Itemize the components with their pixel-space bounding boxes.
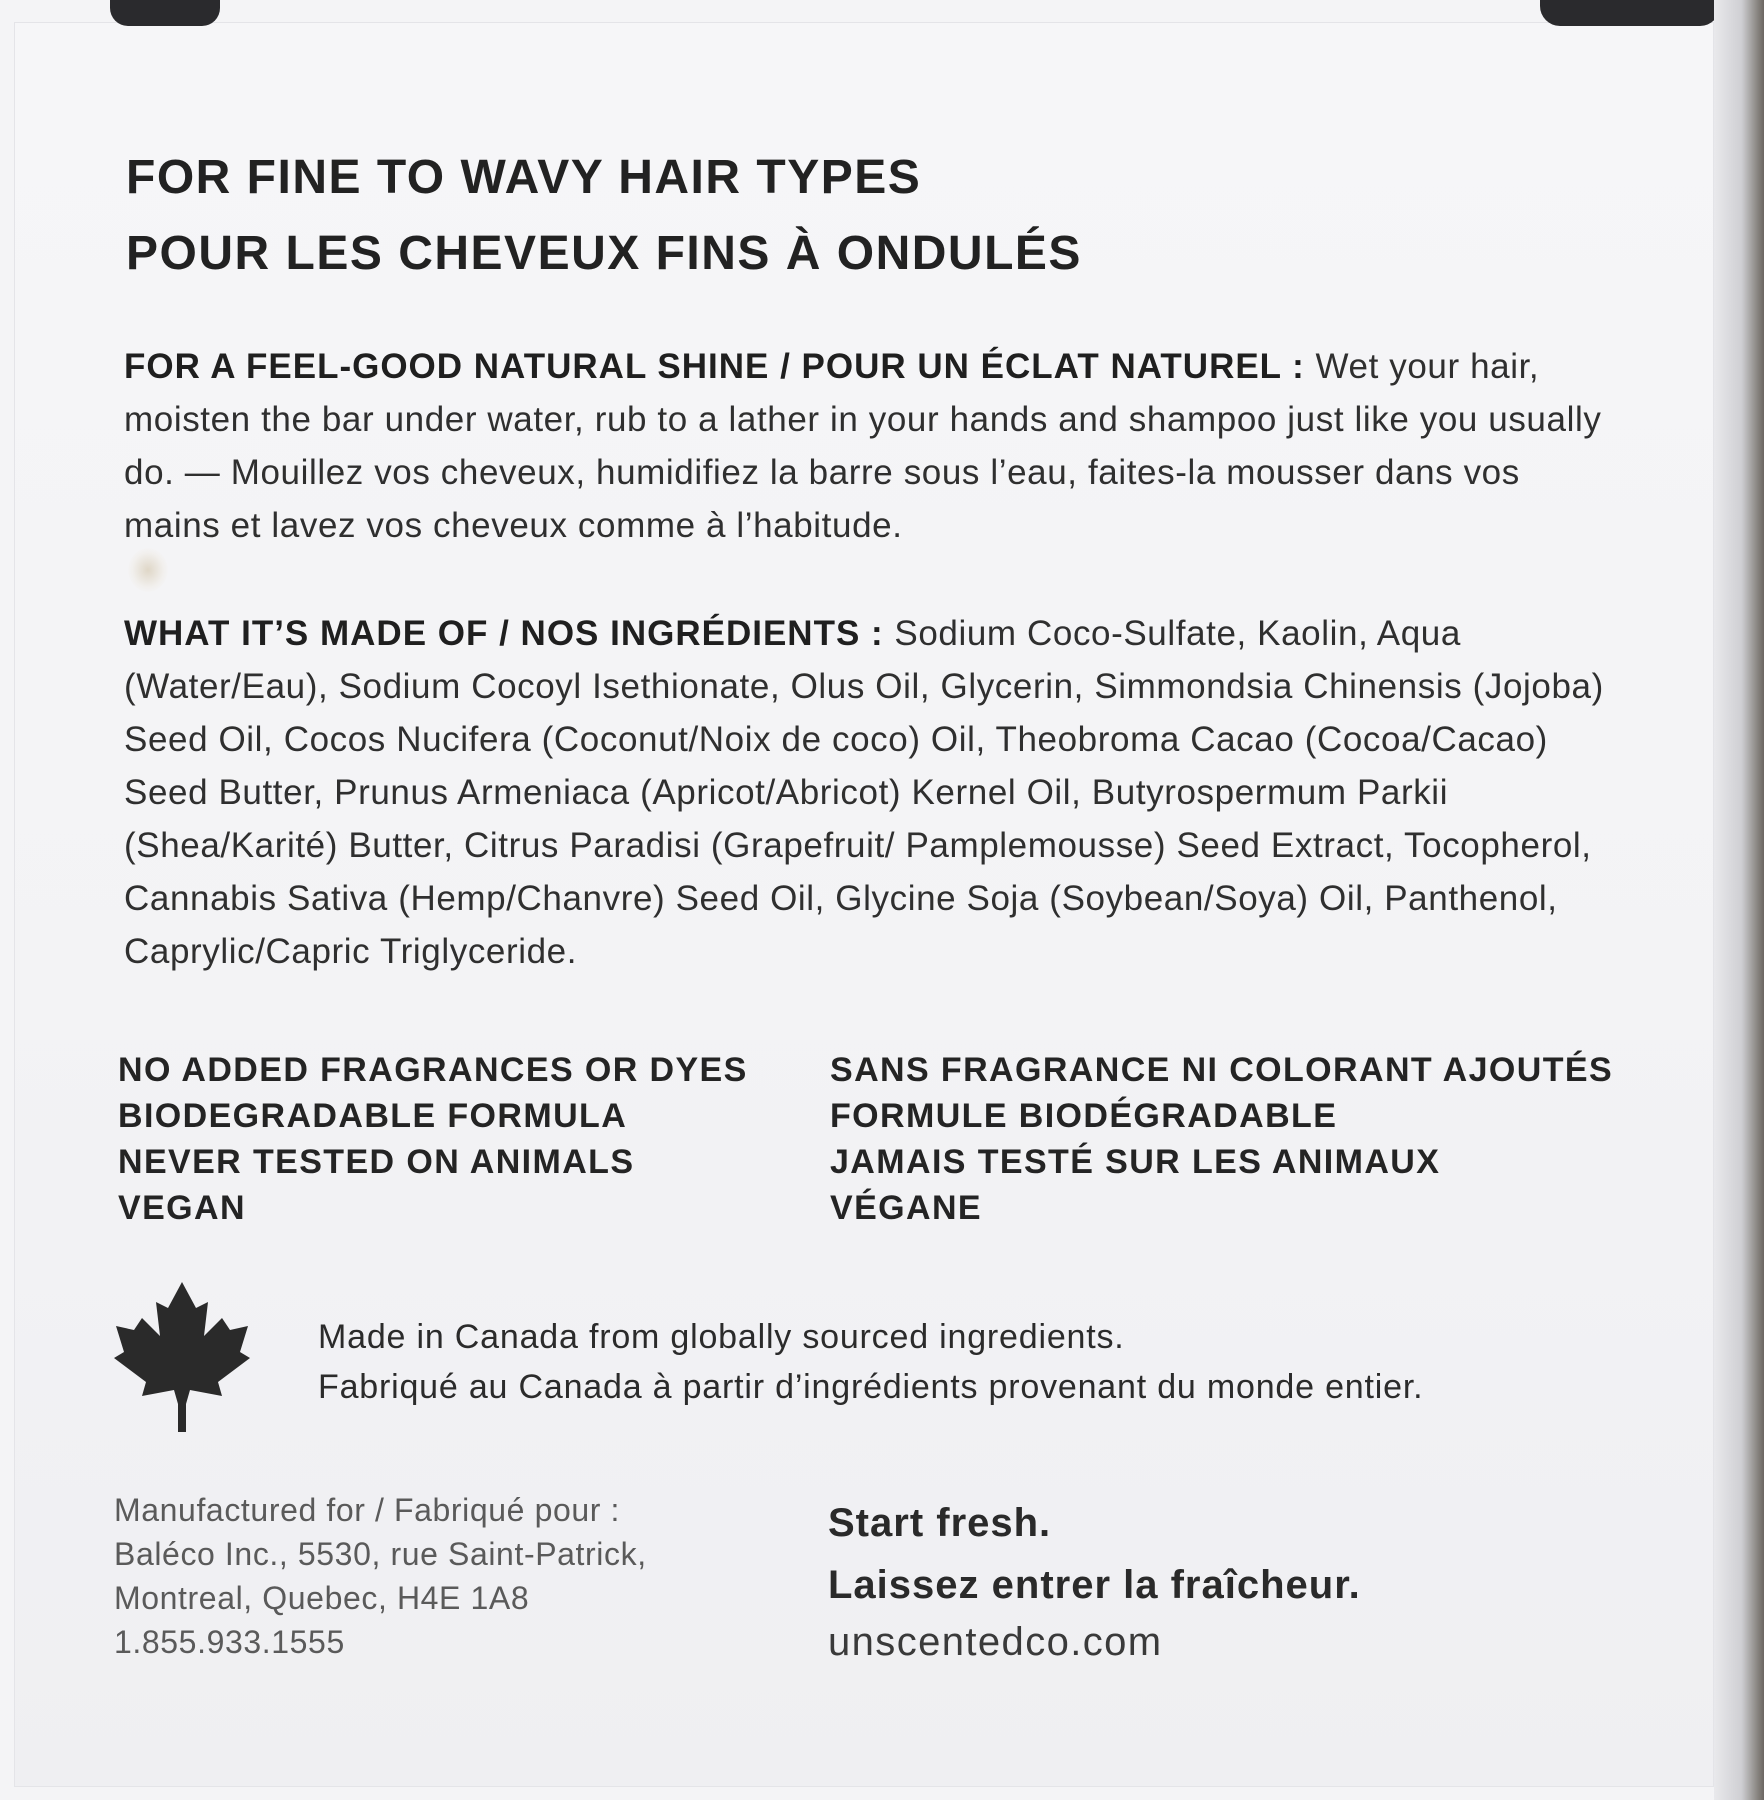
hair-type-title <box>126 140 1626 292</box>
claim-item: VÉGANE <box>830 1189 982 1227</box>
claim-item: FORMULE BIODÉGRADABLE <box>830 1097 1338 1135</box>
title-english: FOR FINE TO WAVY HAIR TYPES <box>126 151 922 204</box>
ingredients-text: Sodium Coco-Sulfate, Kaolin, Aqua (Water/Eau), Sodium Cocoyl Isethionate, Olus Oil, Glycerin, Simmondsia Chinensis (Jojoba) Seed Oil, Cocos Nucifera (Coconut/Noix de coco) Oil, Theobroma Cacao (Cocoa/Cacao) Seed Butter, Prunus Armeniaca (Apricot/Abricot) Kernel Oil, Butyrospermum Parkii (Shea/Karité) Butter, Citrus Paradisi (Grapefruit/ Pamplemousse) Seed Extract, Tocopherol, Cannabis Sativa (Hemp/Chanvre) Seed Oil, Glycine Soja (Soybean/Soya) Oil, Panthenol, Caprylic/Capric Triglyceride. <box>124 614 1604 971</box>
claim-item: NO ADDED FRAGRANCES OR DYES <box>118 1051 748 1089</box>
ingredients-heading: WHAT IT’S MADE OF / NOS INGRÉDIENTS : <box>124 614 895 653</box>
made-in-canada <box>318 1312 1668 1412</box>
maple-leaf-icon <box>112 1278 252 1433</box>
made-in-english: Made in Canada from globally sourced ingredients. <box>318 1318 1125 1356</box>
manufacturer-label: Manufactured for / Fabriqué pour : <box>114 1492 620 1528</box>
tagline-french: Laissez entrer la fraîcheur. <box>828 1563 1361 1607</box>
box-flap-right <box>1540 0 1720 26</box>
claims-english <box>118 1047 818 1231</box>
box-flap-left <box>110 0 220 26</box>
manufacturer-info <box>114 1488 754 1664</box>
claim-item: JAMAIS TESTÉ SUR LES ANIMAUX <box>830 1143 1441 1181</box>
claims-french <box>830 1047 1680 1231</box>
usage-text: Wet your hair, moisten the bar under water, rub to a lather in your hands and shampoo just like you usually do. — Mouillez vos cheveux, humidifiez la barre sous l’eau, faites-la mousser dans vos mains et lavez vos cheveux comme à l’habitude. <box>124 347 1602 545</box>
claim-item: BIODEGRADABLE FORMULA <box>118 1097 628 1135</box>
claim-item: VEGAN <box>118 1189 246 1227</box>
manufacturer-city: Montreal, Quebec, H4E 1A8 <box>114 1580 530 1616</box>
box-side-edge <box>1714 0 1764 1800</box>
made-in-french: Fabriqué au Canada à partir d’ingrédients provenant du monde entier. <box>318 1368 1424 1406</box>
ingredients-paragraph <box>124 607 1604 978</box>
website-link: unscentedco.com <box>828 1620 1163 1664</box>
title-french: POUR LES CHEVEUX FINS À ONDULÉS <box>126 227 1082 280</box>
manufacturer-phone: 1.855.933.1555 <box>114 1624 345 1660</box>
tagline-english: Start fresh. <box>828 1501 1052 1545</box>
usage-heading: FOR A FEEL-GOOD NATURAL SHINE / POUR UN ÉCLAT NATUREL : <box>124 347 1316 386</box>
manufacturer-address: Baléco Inc., 5530, rue Saint-Patrick, <box>114 1536 647 1572</box>
claim-item: SANS FRAGRANCE NI COLORANT AJOUTÉS <box>830 1051 1614 1089</box>
claim-item: NEVER TESTED ON ANIMALS <box>118 1143 635 1181</box>
usage-paragraph <box>124 340 1604 552</box>
smudge-mark <box>128 548 168 592</box>
tagline <box>828 1492 1628 1616</box>
